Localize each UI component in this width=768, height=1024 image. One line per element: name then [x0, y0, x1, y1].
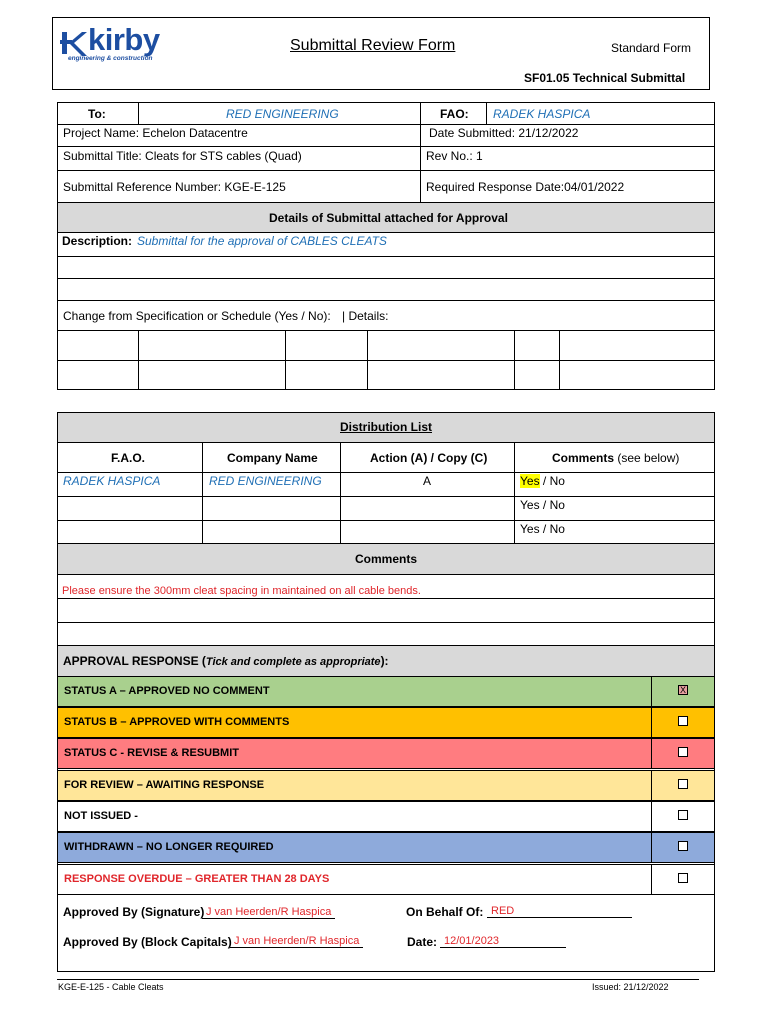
details-section-header: Details of Submittal attached for Approval [269, 211, 508, 225]
row3-comments [520, 522, 565, 536]
approved-block-label: Approved By (Block Capitals) [63, 935, 232, 949]
status-row-overdue [57, 864, 715, 895]
col-company: Company Name [227, 451, 318, 465]
row2-comments [520, 498, 565, 512]
date-value[interactable]: 12/01/2023 [440, 935, 566, 948]
approved-block-value[interactable]: J van Heerden/R Haspica [230, 935, 363, 948]
approved-signature-label [63, 905, 204, 919]
row1-fao: RADEK HASPICA [63, 474, 161, 488]
status-b-label: STATUS B – APPROVED WITH COMMENTS [64, 716, 290, 728]
row2-no: / No [539, 498, 565, 512]
status-a-label: STATUS A – APPROVED NO COMMENT [64, 685, 270, 697]
col-comments-label: Comments [552, 451, 615, 465]
on-behalf-value[interactable]: RED [487, 905, 632, 918]
row2-yes: Yes [520, 498, 540, 512]
status-row-c [57, 738, 715, 769]
status-withdrawn-checkbox[interactable] [678, 841, 688, 851]
row1-action: A [423, 474, 432, 488]
status-a-checkbox[interactable]: X [679, 685, 686, 695]
submittal-title: Submittal Title: Cleats for STS cables (Quad) [63, 149, 302, 163]
status-row-not-issued [57, 801, 715, 832]
page-title: Submittal Review Form [290, 37, 456, 54]
approval-header-end: ): [380, 654, 389, 668]
details-label: | Details: [342, 309, 389, 323]
row1-comments [520, 474, 565, 488]
description-label: Description: [62, 234, 133, 248]
approved-signature-value[interactable]: J van Heerden/R Haspica [202, 906, 335, 919]
footer-right: Issued: 21/12/2022 [592, 982, 669, 992]
status-c-cell [651, 738, 716, 769]
date-label: Date: [407, 935, 438, 949]
comments-text: Please ensure the 300mm cleat spacing in maintained on all cable bends. [62, 585, 421, 597]
on-behalf-label: On Behalf Of: [406, 905, 484, 919]
form-code: SF01.05 Technical Submittal [524, 71, 686, 85]
row1-no: / No [539, 474, 565, 488]
status-review-cell [651, 770, 716, 801]
kirby-logo-icon [60, 30, 88, 58]
status-not-issued-cell [651, 801, 716, 832]
status-review-checkbox[interactable] [678, 779, 688, 789]
to-label: To: [88, 107, 106, 121]
row1-company: RED ENGINEERING [209, 474, 322, 488]
status-row-withdrawn [57, 832, 715, 863]
comments-header: Comments [355, 552, 418, 566]
logo-tagline: engineering & construction [68, 55, 153, 62]
reference-number: Submittal Reference Number: KGE-E-125 [63, 180, 286, 194]
status-a-cell [651, 676, 716, 707]
approved-signature-label-text: Approved By (Signature) [63, 905, 205, 919]
col-comments [552, 451, 679, 465]
required-response-date: Required Response Date:04/01/2022 [426, 180, 625, 194]
fao-label: FAO: [440, 107, 469, 121]
logo-text: kirby [88, 22, 160, 57]
status-withdrawn-label: WITHDRAWN – NO LONGER REQUIRED [64, 841, 274, 853]
footer-left: KGE-E-125 - Cable Cleats [58, 982, 164, 992]
footer-divider [57, 979, 699, 980]
status-overdue-cell [651, 864, 716, 895]
row3-yes: Yes [520, 522, 540, 536]
row1-yes: Yes [520, 474, 540, 488]
status-row-review [57, 770, 715, 801]
status-b-checkbox[interactable] [678, 716, 688, 726]
fao-value: RADEK HASPICA [493, 107, 591, 121]
status-c-label: STATUS C - REVISE & RESUBMIT [64, 747, 239, 759]
status-overdue-label: RESPONSE OVERDUE – GREATER THAN 28 DAYS [64, 873, 330, 885]
col-fao: F.A.O. [111, 451, 146, 465]
status-row-b [57, 707, 715, 738]
approval-header [63, 654, 389, 668]
date-submitted: Date Submitted: 21/12/2022 [429, 126, 579, 140]
approval-header-label: APPROVAL RESPONSE ( [63, 654, 206, 668]
status-b-cell [651, 707, 716, 738]
approval-header-note: Tick and complete as appropriate [205, 656, 381, 668]
project-name: Project Name: Echelon Datacentre [63, 126, 248, 140]
rev-no: Rev No.: 1 [426, 149, 483, 163]
to-value: RED ENGINEERING [226, 107, 339, 121]
status-review-label: FOR REVIEW – AWAITING RESPONSE [64, 779, 265, 791]
standard-form-label: Standard Form [611, 41, 692, 55]
row3-no: / No [539, 522, 565, 536]
status-row-a [57, 676, 715, 707]
col-comments-note: (see below) [617, 451, 680, 465]
col-action: Action (A) / Copy (C) [370, 451, 488, 465]
description-value: Submittal for the approval of CABLES CLEATS [137, 234, 387, 248]
company-logo [60, 22, 190, 64]
distribution-header: Distribution List [340, 420, 432, 434]
status-not-issued-checkbox[interactable] [678, 810, 688, 820]
status-not-issued-label: NOT ISSUED - [64, 810, 138, 822]
status-withdrawn-cell [651, 832, 716, 863]
change-spec-label: Change from Specification or Schedule (Yes / No): [63, 309, 331, 323]
status-overdue-checkbox[interactable] [678, 873, 688, 883]
status-c-checkbox[interactable] [678, 747, 688, 757]
